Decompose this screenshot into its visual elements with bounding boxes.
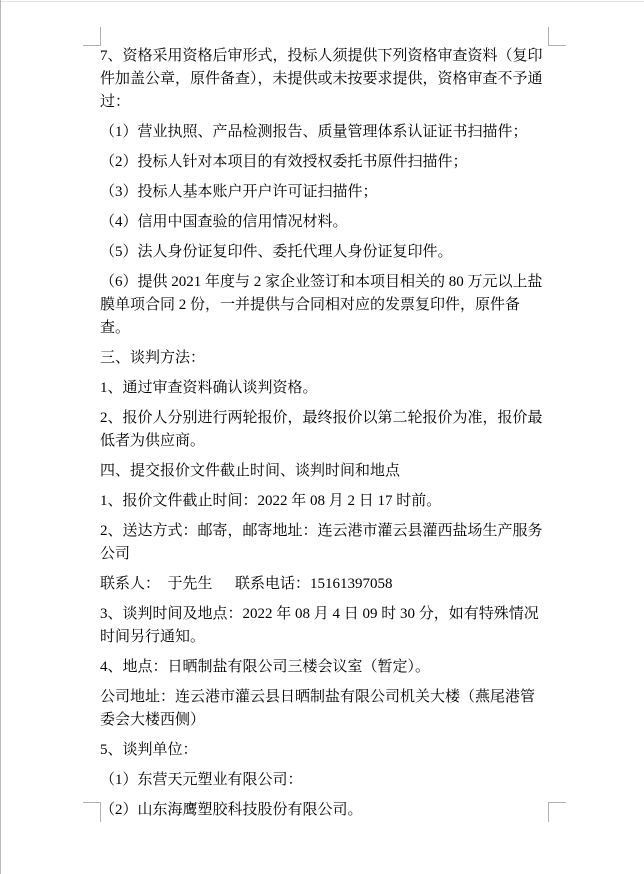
- doc-paragraph-method-1: 1、通过审查资料确认谈判资格。: [100, 380, 318, 396]
- doc-paragraph-delivery-method: 2、送达方式：邮寄，邮寄地址：连云港市灌云县灌西盐场生产服务公司: [100, 523, 543, 562]
- doc-heading-deadline-time-place: 四、提交报价文件截止时间、谈判时间和地点: [100, 463, 401, 479]
- doc-paragraph-company-address: 公司地址：连云港市灌云县日晒制盐有限公司机关大楼（燕尾港管委会大楼西侧）: [100, 689, 536, 728]
- crop-mark-top-left: [83, 27, 101, 46]
- doc-paragraph-item-6: （6）提供 2021 年度与 2 家企业签订和本项目相关的 80 万元以上盐膜单项合同 2 份，一并提供与合同相对应的发票复印件，原件备查。: [100, 274, 543, 336]
- doc-paragraph-item-2: （2）投标人针对本项目的有效授权委托书原件扫描件；: [100, 154, 468, 170]
- doc-paragraph-qualification-review: 7、资格采用资格后审形式，投标人须提供下列资格审查资料（复印件加盖公章，原件备查），未提供或未按要求提供，资格审查不予通过：: [100, 48, 543, 110]
- page-border-top: [0, 1, 644, 2]
- doc-paragraph-unit-2: （2）山东海鹰塑胶科技股份有限公司。: [100, 802, 363, 818]
- doc-paragraph-item-4: （4）信用中国查验的信用情况材料。: [100, 214, 348, 230]
- doc-paragraph-deadline: 1、报价文件截止时间：2022 年 08 月 2 日 17 时前。: [100, 493, 442, 509]
- crop-mark-bottom-left: [83, 802, 101, 822]
- doc-heading-negotiation-method: 三、谈判方法：: [100, 350, 206, 366]
- crop-mark-top-right: [548, 27, 566, 46]
- doc-paragraph-item-1: （1）营业执照、产品检测报告、质量管理体系认证证书扫描件；: [100, 124, 528, 140]
- doc-paragraph-contact-info: 联系人： 于先生 联系电话：15161397058: [100, 576, 393, 592]
- doc-paragraph-negotiation-time: 3、谈判时间及地点：2022 年 08 月 4 日 09 时 30 分，如有特殊情况时间另行通知。: [100, 606, 539, 645]
- doc-paragraph-unit-1: （1）东营天元塑业有限公司：: [100, 772, 303, 788]
- doc-paragraph-location: 4、地点：日晒制盐有限公司三楼会议室（暂定）。: [100, 659, 431, 675]
- page-border-left: [0, 0, 1, 874]
- doc-paragraph-item-5: （5）法人身份证复印件、委托代理人身份证复印件。: [100, 244, 453, 260]
- doc-paragraph-item-3: （3）投标人基本账户开户许可证扫描件；: [100, 184, 378, 200]
- document-text-area: [100, 45, 548, 829]
- doc-heading-negotiation-units: 5、谈判单位：: [100, 742, 198, 758]
- crop-mark-bottom-right: [548, 802, 566, 822]
- doc-paragraph-method-2: 2、报价人分别进行两轮报价，最终报价以第二轮报价为准，报价最低者为供应商。: [100, 410, 543, 449]
